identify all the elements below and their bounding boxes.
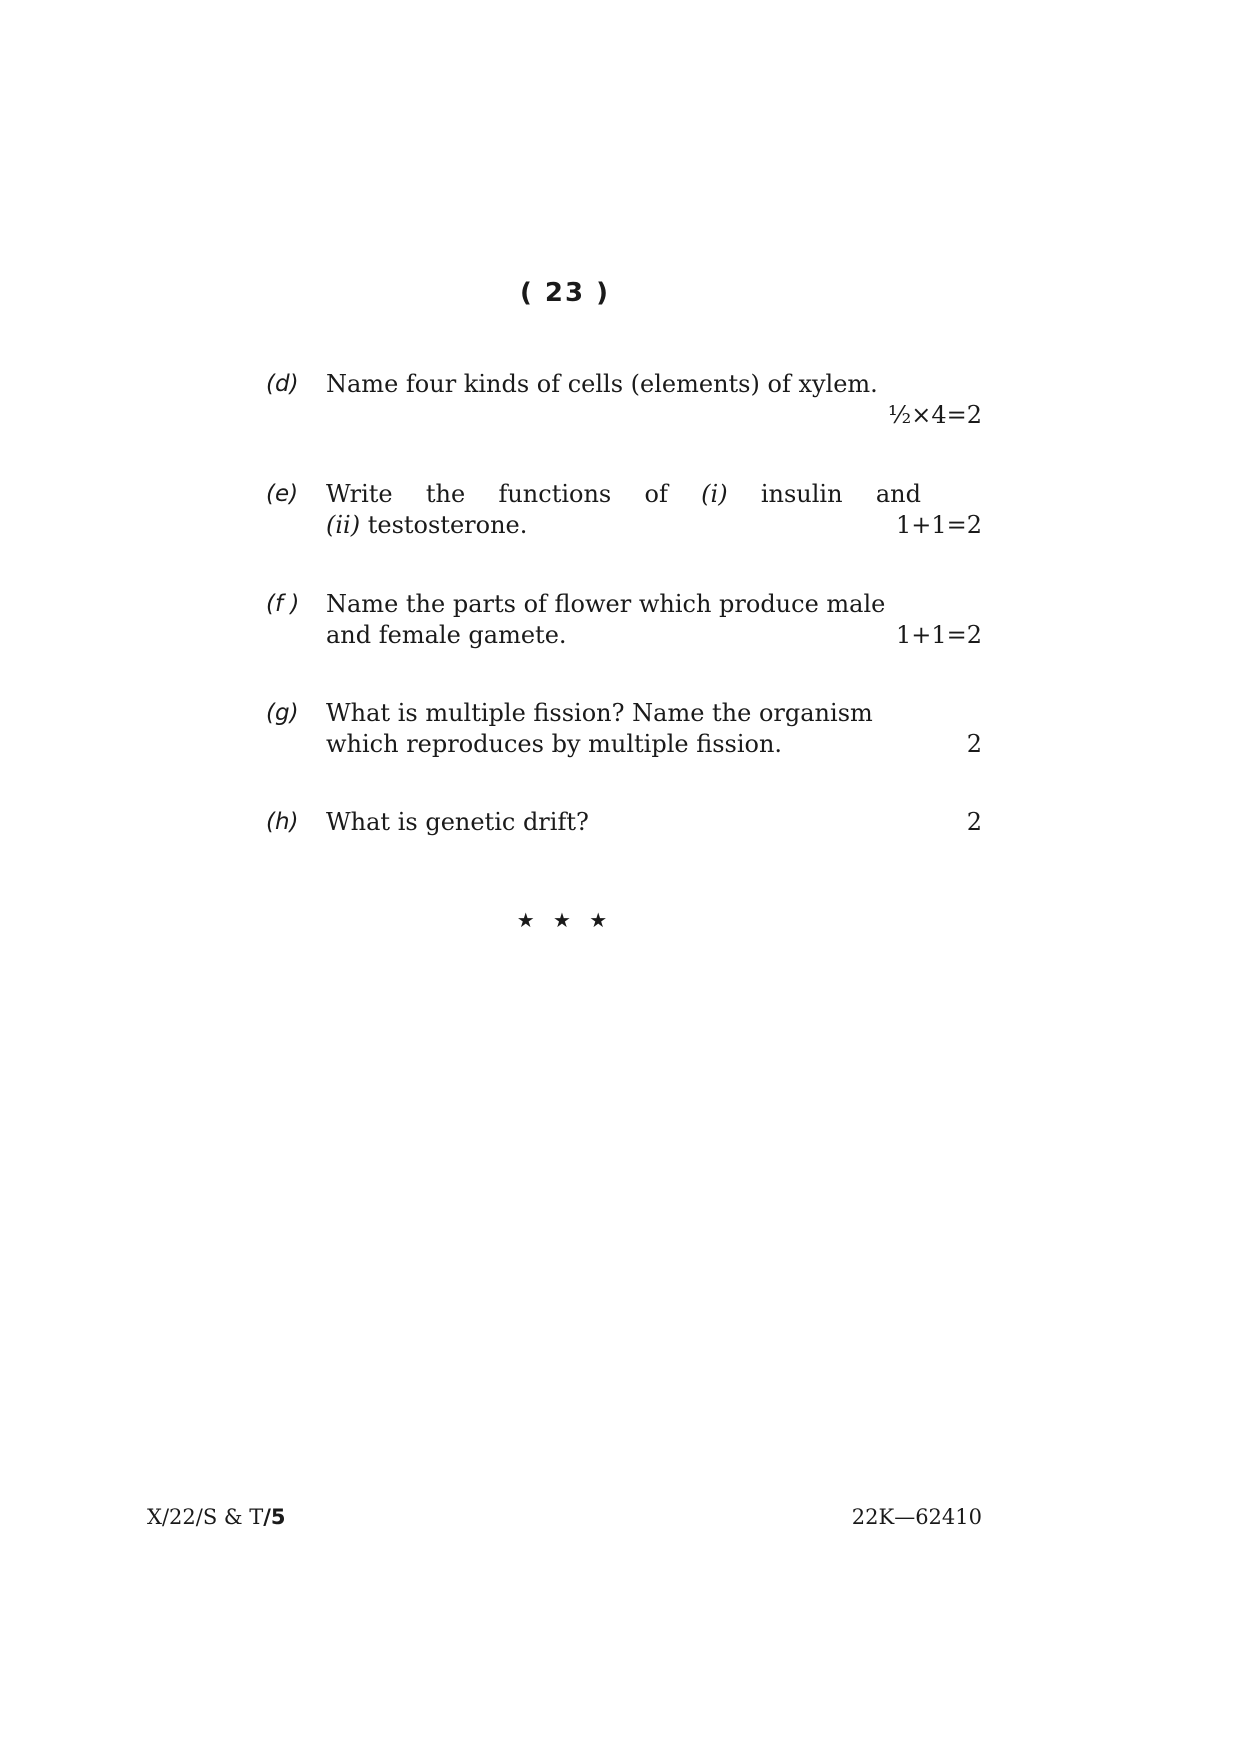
end-of-paper-stars: ★ ★ ★ — [516, 908, 614, 932]
page-number: ( 23 ) — [519, 278, 611, 308]
question-line — [326, 510, 982, 541]
word: Write — [326, 480, 393, 508]
question-label: (d) — [266, 371, 299, 397]
question-line: Name four kinds of cells (elements) of xylem. — [326, 370, 878, 398]
question-label: (g) — [266, 700, 299, 726]
sub-label-ii: (ii) — [326, 511, 361, 539]
word: and — [875, 480, 921, 508]
question-d — [266, 369, 982, 439]
question-line: Name the parts of flower which produce male — [326, 590, 886, 618]
question-line: What is multiple fission? Name the organism — [326, 699, 873, 727]
question-text — [326, 807, 982, 838]
question-line — [326, 479, 921, 510]
question-text — [326, 698, 982, 760]
paper-code — [147, 1505, 286, 1529]
question-line: and female gamete. — [326, 621, 567, 649]
paper-code-prefix: X/22/S & T — [147, 1505, 264, 1529]
question-h — [266, 807, 982, 847]
marks: 2 — [966, 730, 982, 758]
word: of — [644, 480, 668, 508]
marks: 1+1=2 — [895, 511, 982, 539]
question-line: What is genetic drift? — [326, 808, 589, 836]
question-text — [326, 369, 982, 400]
question-text — [326, 479, 982, 541]
question-e — [266, 479, 982, 549]
word: functions — [498, 480, 612, 508]
word: the — [425, 480, 466, 508]
paper-code-suffix: /5 — [263, 1505, 286, 1529]
question-label: (f ) — [266, 591, 300, 617]
question-label: (e) — [266, 481, 299, 507]
marks: 1+1=2 — [895, 621, 982, 649]
question-text — [326, 589, 982, 651]
marks: ½×4=2 — [887, 401, 982, 429]
word: insulin — [760, 480, 843, 508]
question-g — [266, 698, 982, 768]
question-line: which reproduces by multiple fission. — [326, 730, 783, 758]
sub-label-i: (i) — [701, 480, 728, 508]
word: testosterone. — [367, 511, 528, 539]
question-f — [266, 589, 982, 659]
print-serial: 22K—62410 — [851, 1505, 982, 1529]
question-label: (h) — [266, 809, 299, 835]
marks: 2 — [966, 808, 982, 836]
